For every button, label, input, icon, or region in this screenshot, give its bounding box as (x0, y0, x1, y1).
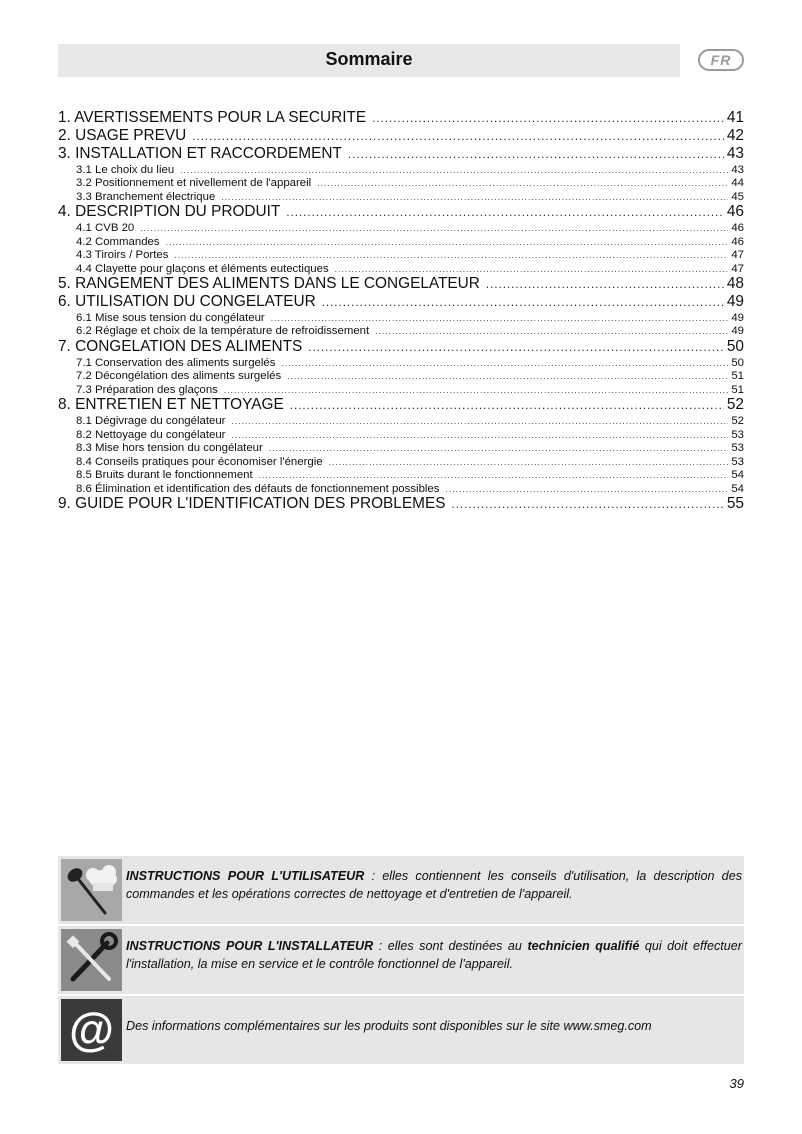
toc-subsection (58, 249, 744, 263)
toc-subsection (58, 222, 744, 236)
toc-page-number: 49 (726, 293, 744, 311)
toc-subsection (58, 483, 744, 497)
toc-page-number: 53 (731, 442, 744, 455)
toc-page-number: 49 (731, 311, 744, 324)
toc-page-number: 47 (731, 249, 744, 262)
toc-page-number: 48 (726, 275, 744, 293)
toc-page-number: 46 (731, 222, 744, 235)
toc-page-number: 53 (731, 428, 744, 441)
toc-subsection (58, 357, 744, 371)
toc-section (58, 496, 744, 514)
toc-title: 3.1 Le choix du lieu (76, 163, 175, 176)
toc-leader (231, 415, 728, 429)
toc-title: 1. AVERTISSEMENTS POUR LA SECURITE (58, 109, 367, 126)
toc-leader (269, 442, 729, 456)
toc-leader (174, 249, 728, 263)
toc-leader (231, 429, 728, 443)
toc-title: 4. DESCRIPTION DU PRODUIT (58, 203, 281, 221)
toc-leader (286, 205, 724, 222)
web-info-text: Des informations complémentaires sur les produits sont disponibles sur le site www.smeg.com (126, 1019, 652, 1033)
toc-subsection (58, 370, 744, 384)
toc-leader (372, 111, 724, 128)
toc-leader (452, 497, 724, 514)
toc-title: 2. USAGE PREVU (58, 126, 187, 144)
chef-spoon-icon (61, 859, 122, 921)
tools-icon (61, 929, 122, 991)
toc-title: 6. UTILISATION DU CONGELATEUR (58, 293, 316, 311)
toc-leader (348, 147, 724, 164)
toc-leader (224, 384, 728, 398)
toc-section (58, 128, 744, 146)
toc-subsection (58, 177, 744, 191)
toc-page-number: 46 (731, 235, 744, 248)
toc-page-number: 43 (726, 144, 744, 162)
toc-title: 6.2 Réglage et choix de la température de refroidissement (76, 325, 370, 338)
language-badge: FR (698, 49, 744, 71)
installer-instructions-notice (58, 926, 744, 994)
toc-title: 7.3 Préparation des glaçons (76, 383, 218, 396)
user-instructions-notice (58, 856, 744, 924)
toc-subsection (58, 415, 744, 429)
header-bar (58, 44, 680, 77)
toc-page-number: 47 (731, 262, 744, 275)
toc-subsection (58, 312, 744, 326)
toc-section (58, 294, 744, 312)
toc-leader (192, 129, 724, 146)
toc-leader (375, 325, 728, 339)
toc-title: 8.5 Bruits durant le fonctionnement (76, 469, 253, 482)
toc-subsection (58, 263, 744, 277)
toc-page-number: 52 (731, 415, 744, 428)
toc-title: 8.3 Mise hors tension du congélateur (76, 442, 263, 455)
toc-subsection (58, 325, 744, 339)
toc-page-number: 55 (726, 495, 744, 513)
toc-section (58, 339, 744, 357)
toc-title: 8.1 Dégivrage du congélateur (76, 415, 226, 428)
toc-subsection (58, 236, 744, 250)
toc-subsection (58, 164, 744, 178)
toc-leader (140, 222, 728, 236)
toc-leader (281, 357, 728, 371)
toc-title: 7.1 Conservation des aliments surgelés (76, 356, 276, 369)
installer-emphasis: technicien qualifié (527, 939, 640, 953)
toc-section (58, 276, 744, 294)
toc-page-number: 49 (731, 325, 744, 338)
toc-page-number: 50 (726, 337, 744, 355)
installer-text-after: qui doit effectuer l'installation, la mise en service et le contrôle fonctionnel de l'appareil. (126, 939, 742, 971)
toc-title: 6.1 Mise sous tension du congélateur (76, 311, 265, 324)
toc-title: 8. ENTRETIEN ET NETTOYAGE (58, 396, 284, 414)
toc-title: 8.4 Conseils pratiques pour économiser l'énergie (76, 455, 323, 468)
toc-leader (259, 469, 729, 483)
toc-page-number: 44 (731, 177, 744, 190)
toc-section (58, 110, 744, 128)
toc-title: 3. INSTALLATION ET RACCORDEMENT (58, 144, 342, 162)
toc-page-number: 52 (726, 396, 744, 414)
web-info-notice (58, 996, 744, 1064)
toc-title: 4.1 CVB 20 (76, 222, 135, 235)
toc-leader (317, 177, 728, 191)
toc-title: 4.3 Tiroirs / Portes (76, 249, 169, 262)
installer-instructions-label: INSTRUCTIONS POUR L'INSTALLATEUR (126, 939, 374, 953)
toc-page-number: 53 (731, 455, 744, 468)
toc-leader (290, 398, 724, 415)
toc-subsection (58, 456, 744, 470)
toc-page-number: 46 (726, 203, 744, 221)
toc-section (58, 146, 744, 164)
toc-section (58, 397, 744, 415)
toc-page-number: 50 (731, 356, 744, 369)
toc-page-number: 41 (726, 109, 744, 126)
toc-leader (180, 164, 728, 178)
toc-leader (308, 340, 724, 357)
toc-leader (445, 483, 728, 497)
toc-page-number: 45 (731, 190, 744, 203)
toc-title: 7. CONGELATION DES ALIMENTS (58, 337, 303, 355)
toc-title: 3.3 Branchement électrique (76, 190, 216, 203)
toc-leader (335, 263, 729, 277)
toc-section (58, 204, 744, 222)
user-instructions-body: : elles contiennent les conseils d'utilisation, la description des commandes et les opérations correctes de nettoyage et d'entretien de l'appareil. (126, 869, 742, 901)
toc-page-number: 54 (731, 482, 744, 495)
toc-subsection (58, 384, 744, 398)
toc-title: 4.4 Clayette pour glaçons et éléments eutectiques (76, 262, 329, 275)
toc-page-number: 42 (726, 126, 744, 144)
toc-subsection (58, 442, 744, 456)
toc-title: 3.2 Positionnement et nivellement de l'appareil (76, 177, 312, 190)
toc-title: 9. GUIDE POUR L'IDENTIFICATION DES PROBLEMES (58, 495, 446, 513)
toc-title: 8.6 Élimination et identification des défauts de fonctionnement possibles (76, 482, 440, 495)
toc-leader (322, 295, 724, 312)
toc-leader (221, 191, 728, 205)
toc-title: 4.2 Commandes (76, 235, 160, 248)
toc-page-number: 54 (731, 469, 744, 482)
toc-leader (329, 456, 729, 470)
toc-page-number: 43 (731, 163, 744, 176)
toc-leader (287, 370, 728, 384)
toc-subsection (58, 191, 744, 205)
toc-subsection (58, 429, 744, 443)
toc-title: 5. RANGEMENT DES ALIMENTS DANS LE CONGELATEUR (58, 275, 480, 293)
at-sign-icon (61, 999, 122, 1061)
user-instructions-text (126, 868, 742, 903)
toc-title: 7.2 Décongélation des aliments surgelés (76, 370, 282, 383)
toc-page-number: 51 (731, 383, 744, 396)
page-title: Sommaire (325, 49, 413, 69)
toc-title: 8.2 Nettoyage du congélateur (76, 428, 226, 441)
installer-text-before: : elles sont destinées au (373, 939, 528, 953)
page-number: 39 (729, 1076, 744, 1091)
installer-instructions-text (126, 938, 742, 973)
toc-leader (271, 312, 729, 326)
toc-leader (166, 236, 729, 250)
toc-leader (486, 277, 724, 294)
at-symbol: @ (69, 1003, 114, 1055)
user-instructions-label: INSTRUCTIONS POUR L'UTILISATEUR (126, 869, 365, 883)
toc-page-number: 51 (731, 370, 744, 383)
table-of-contents (58, 110, 744, 514)
toc-subsection (58, 469, 744, 483)
